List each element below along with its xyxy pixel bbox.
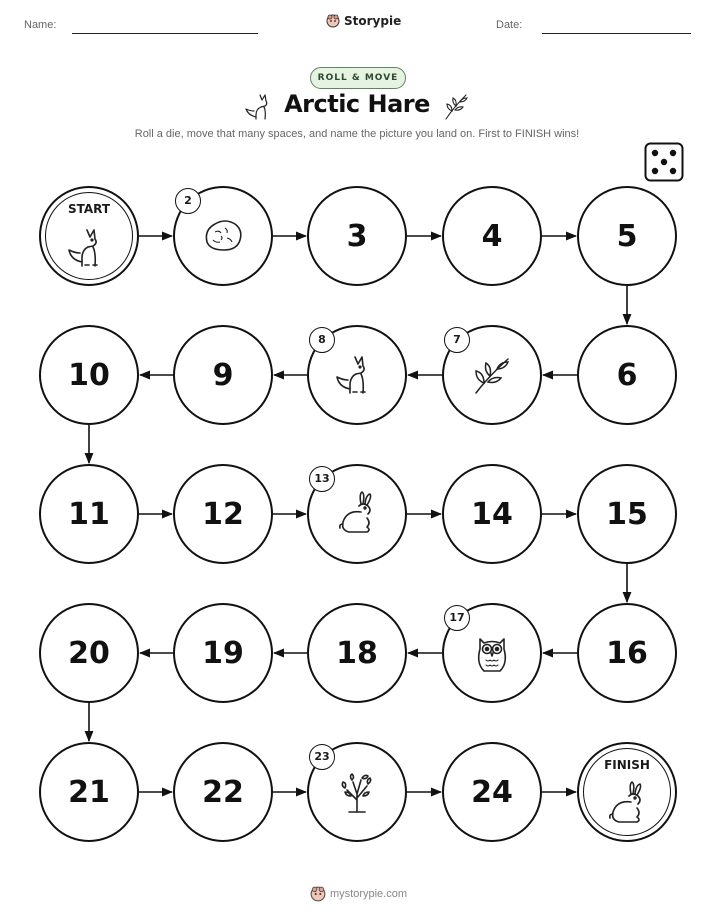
- board-space-9: [173, 325, 273, 425]
- board-space-11: [39, 464, 139, 564]
- board-space-13: [307, 464, 407, 564]
- space-number-badge: 7: [444, 327, 470, 353]
- board-space-4: [442, 186, 542, 286]
- space-number-badge: 2: [175, 188, 201, 214]
- owl-icon: [468, 629, 516, 677]
- board-space-16: [577, 603, 677, 703]
- date-label: Date:: [496, 19, 523, 31]
- board-space-21: [39, 742, 139, 842]
- footer-url: mystorypie.com: [330, 888, 408, 900]
- space-number-badge: 17: [444, 605, 470, 631]
- finish-space: [577, 742, 677, 842]
- finish-label: FINISH: [604, 758, 650, 772]
- board-space-6: [577, 325, 677, 425]
- space-number: 22: [202, 774, 244, 810]
- board-space-22: [173, 742, 273, 842]
- space-number: 20: [68, 635, 110, 671]
- page-title: Arctic Hare: [284, 90, 430, 118]
- space-number: 16: [606, 635, 648, 671]
- board-space-18: [307, 603, 407, 703]
- space-number: 14: [471, 496, 513, 532]
- start-label: START: [67, 202, 111, 216]
- start-space: [39, 186, 139, 286]
- fox-icon: [333, 351, 381, 399]
- footer: [310, 886, 407, 902]
- space-number: 18: [336, 635, 378, 671]
- space-number: 3: [346, 218, 368, 254]
- board-space-5: [577, 186, 677, 286]
- space-number-badge: 13: [309, 466, 335, 492]
- space-number: 19: [202, 635, 244, 671]
- board-space-24: [442, 742, 542, 842]
- brand-name: Storypie: [344, 14, 402, 28]
- space-number: 4: [481, 218, 503, 254]
- space-number: 21: [68, 774, 110, 810]
- board-space-3: [307, 186, 407, 286]
- hare-icon: [603, 780, 651, 828]
- space-number: 9: [212, 357, 234, 393]
- space-number: 11: [68, 496, 110, 532]
- space-number: 10: [68, 357, 110, 393]
- board-space-20: [39, 603, 139, 703]
- name-label: Name:: [24, 19, 57, 31]
- board-space-15: [577, 464, 677, 564]
- board-space-7: [442, 325, 542, 425]
- board-space-23: [307, 742, 407, 842]
- storypie-mascot-icon: [310, 886, 326, 902]
- instructions: Roll a die, move that many spaces, and name the picture you land on. First to FINISH wins!: [134, 128, 580, 140]
- space-number-badge: 23: [309, 744, 335, 770]
- shrub-icon: [333, 768, 381, 816]
- hare-icon: [333, 490, 381, 538]
- board-space-10: [39, 325, 139, 425]
- board-space-14: [442, 464, 542, 564]
- board-space-2: [173, 186, 273, 286]
- space-number-badge: 8: [309, 327, 335, 353]
- leaf-icon: [468, 351, 516, 399]
- space-number: 6: [616, 357, 638, 393]
- activity-tag: ROLL & MOVE: [310, 67, 406, 89]
- rock-icon: [199, 212, 247, 260]
- space-number: 12: [202, 496, 244, 532]
- board-space-8: [307, 325, 407, 425]
- space-number: 24: [471, 774, 513, 810]
- board-space-12: [173, 464, 273, 564]
- board-space-19: [173, 603, 273, 703]
- space-number: 5: [616, 218, 638, 254]
- fox-icon: [65, 224, 113, 272]
- space-number: 15: [606, 496, 648, 532]
- board-space-17: [442, 603, 542, 703]
